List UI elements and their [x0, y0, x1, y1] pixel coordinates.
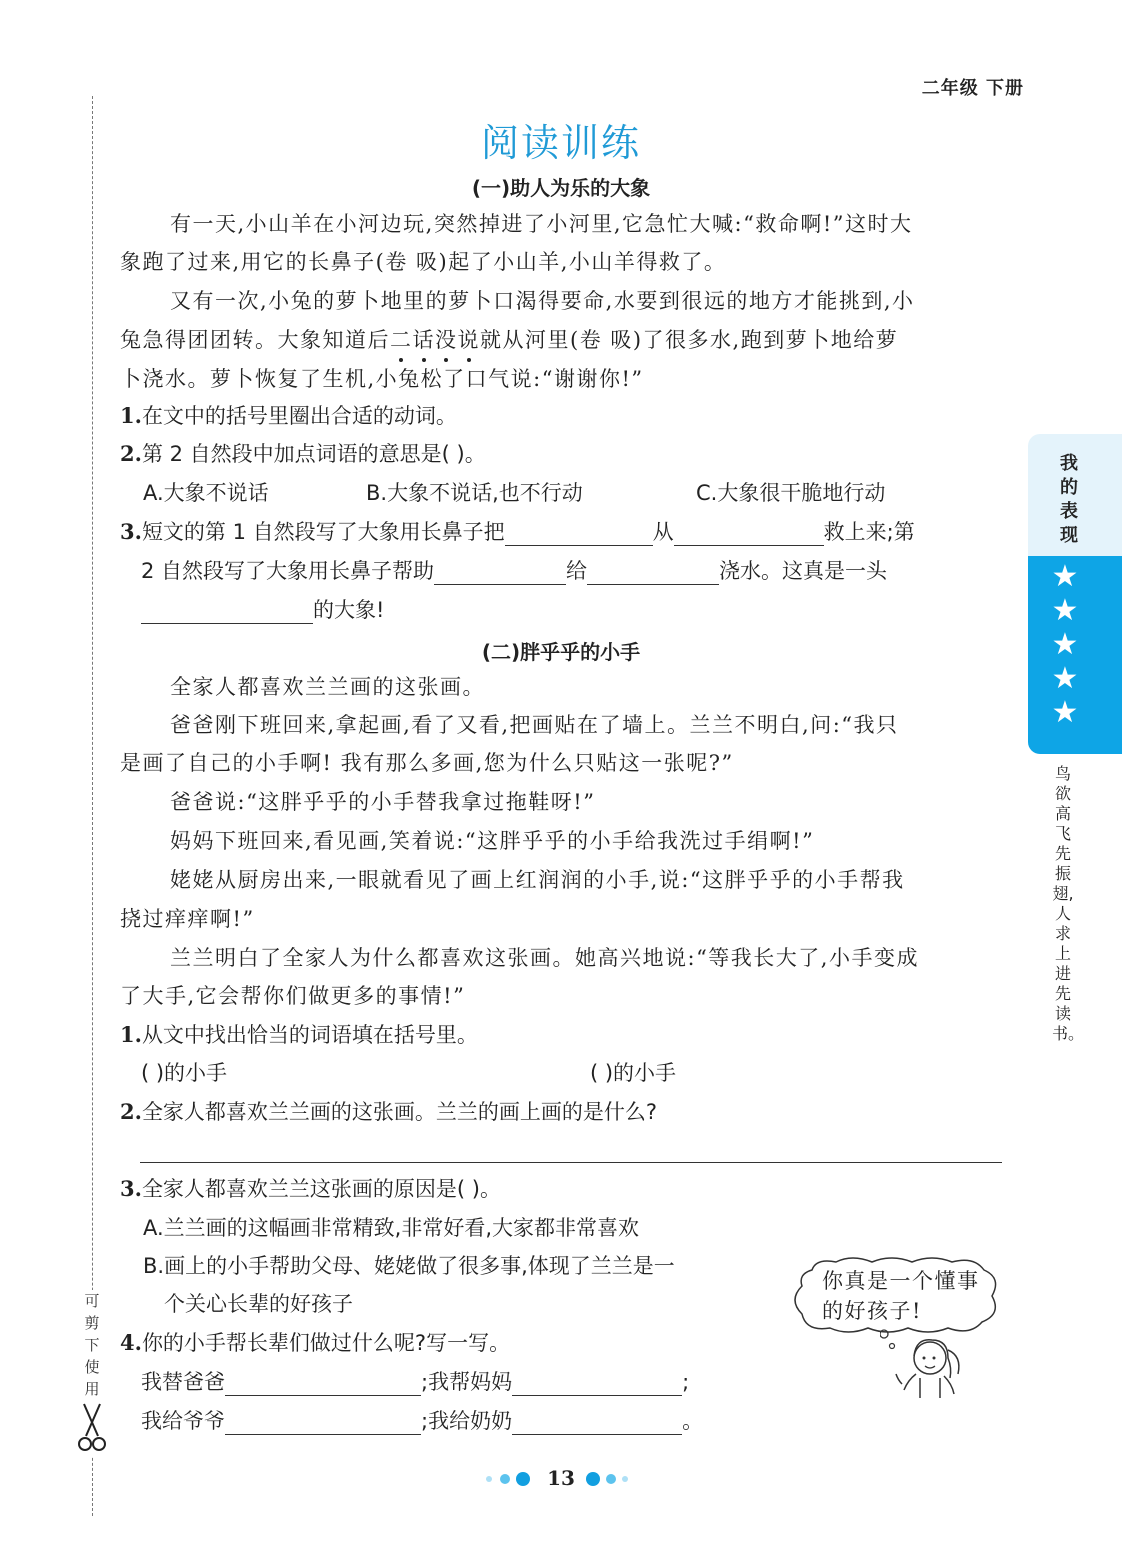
star-icon[interactable]: ★	[1051, 559, 1079, 594]
question-text: 全家人都喜欢兰兰这张画的原因是( )。	[141, 1177, 501, 1201]
s2-q3-option-a[interactable]: A.兰兰画的这幅画非常精致,非常好看,大家都非常喜欢	[143, 1216, 640, 1240]
s1-p1-line1: 有一天,小山羊在小河边玩,突然掉进了小河里,它急忙大喊:“救命啊!”这时大	[170, 212, 913, 236]
question-text: 从文中找出恰当的词语填在括号里。	[141, 1023, 478, 1047]
s2-q4-line2	[141, 1407, 703, 1435]
s1-p2-line2-a: 兔急得团团转。大象知道后	[120, 328, 390, 352]
page-title: 阅读训练	[480, 121, 641, 165]
question-text: 全家人都喜欢兰兰画的这张画。兰兰的画上画的是什么?	[141, 1100, 658, 1124]
s1-p2-line3: 卜浇水。萝卜恢复了生机,小兔松了口气说:“谢谢你!”	[120, 367, 644, 391]
s2-question-4	[120, 1329, 510, 1357]
question-text: ;我给奶奶	[421, 1409, 513, 1433]
section1-heading: (一)助人为乐的大象	[471, 176, 651, 200]
question-text: 的大象!	[313, 598, 385, 622]
s1-p1-line2: 象跑了过来,用它的长鼻子(卷 吸)起了小山羊,小山羊得救了。	[120, 250, 727, 274]
s2-p1: 全家人都喜欢兰兰画的这张画。	[170, 675, 485, 699]
question-number: 2.	[120, 441, 142, 466]
s2-p5-line2: 挠过痒痒啊!”	[120, 907, 255, 931]
s2-q1-blank-b[interactable]: ( )的小手	[590, 1061, 677, 1085]
question-text: 你的小手帮长辈们做过什么呢?写一写。	[141, 1331, 511, 1355]
answer-blank[interactable]	[674, 523, 824, 546]
s1-q2-option-a[interactable]: A.大象不说话	[143, 481, 269, 505]
question-number: 1.	[120, 1022, 142, 1047]
question-number: 2.	[120, 1099, 142, 1124]
answer-blank[interactable]	[434, 562, 566, 585]
star-icon[interactable]: ★	[1051, 695, 1079, 730]
s1-question-3	[120, 518, 915, 546]
question-text: ;我帮妈妈	[421, 1370, 513, 1394]
dotted-char: 说	[457, 328, 480, 352]
s2-p2-line1: 爸爸刚下班回来,拿起画,看了又看,把画贴在了墙上。兰兰不明白,问:“我只	[170, 713, 899, 737]
question-number: 3.	[120, 1176, 142, 1201]
performance-stars	[1028, 556, 1122, 754]
motto: 鸟欲高飞先振翅,人求上进先读书。	[1052, 764, 1085, 1043]
s1-p2-line2-b: 就从河里(卷 吸)了很多水,跑到萝卜地给萝	[480, 328, 899, 352]
answer-blank[interactable]	[512, 1412, 682, 1435]
s2-q2-answer-line[interactable]	[140, 1162, 1002, 1163]
s1-question-3-line2	[141, 557, 887, 585]
star-icon[interactable]: ★	[1051, 661, 1079, 696]
page-dots-right	[586, 1472, 636, 1486]
answer-blank[interactable]	[512, 1373, 682, 1396]
performance-tab	[1028, 434, 1122, 754]
scissors-icon	[78, 1400, 106, 1456]
s2-p6-line2: 了大手,它会帮你们做更多的事情!”	[120, 984, 466, 1008]
page-number: 13	[547, 1466, 575, 1490]
star-icon[interactable]: ★	[1051, 627, 1079, 662]
cut-text: 可剪下使用	[80, 1290, 104, 1400]
s2-p6-line1: 兰兰明白了全家人为什么都喜欢这张画。她高兴地说:“等我长大了,小手变成	[170, 946, 919, 970]
performance-label: 我的表现	[1060, 453, 1078, 546]
question-text: 给	[566, 559, 588, 583]
s2-p5-line1: 姥姥从厨房出来,一眼就看见了画上红润润的小手,说:“这胖乎乎的小手帮我	[170, 868, 905, 892]
s2-p4: 妈妈下班回来,看见画,笑着说:“这胖乎乎的小手给我洗过手绢啊!”	[170, 829, 815, 853]
question-text: 我替爸爸	[141, 1370, 225, 1394]
question-text: 2 自然段写了大象用长鼻子帮助	[141, 559, 435, 583]
question-text: 我给爷爷	[141, 1409, 225, 1433]
performance-tab-header	[1028, 434, 1122, 556]
s2-q3-option-b[interactable]: B.画上的小手帮助父母、姥姥做了很多事,体现了兰兰是一	[143, 1254, 675, 1278]
s2-question-2	[120, 1098, 657, 1126]
s1-p2-line1: 又有一次,小兔的萝卜地里的萝卜口渴得要命,水要到很远的地方才能挑到,小	[170, 289, 915, 313]
question-number: 3.	[120, 519, 142, 544]
s1-q2-option-b[interactable]: B.大象不说话,也不行动	[366, 481, 583, 505]
s2-q3-option-b-line2: 个关心长辈的好孩子	[164, 1292, 353, 1316]
answer-blank[interactable]	[225, 1412, 421, 1435]
s2-p3: 爸爸说:“这胖乎乎的小手替我拿过拖鞋呀!”	[170, 790, 596, 814]
question-text: 第 2 自然段中加点词语的意思是( )。	[141, 442, 486, 466]
answer-blank[interactable]	[141, 601, 313, 624]
dotted-char: 二	[390, 328, 413, 352]
question-number: 4.	[120, 1330, 142, 1355]
question-text: 浇水。这真是一头	[719, 559, 888, 583]
speech-bubble	[792, 1256, 1004, 1336]
s1-question-1	[120, 402, 457, 430]
s1-q2-option-c[interactable]: C.大象很干脆地行动	[696, 481, 886, 505]
section2-heading: (二)胖乎乎的小手	[481, 640, 641, 664]
s2-question-1	[120, 1021, 478, 1049]
question-text: 救上来;第	[823, 520, 915, 544]
question-text: 。	[682, 1409, 704, 1433]
question-text: 短文的第 1 自然段写了大象用长鼻子把	[141, 520, 505, 544]
s2-question-3	[120, 1175, 501, 1203]
question-text: 在文中的括号里圈出合适的动词。	[141, 404, 457, 428]
s2-q4-line1	[141, 1368, 689, 1396]
grade-label: 二年级 下册	[921, 78, 1024, 99]
s2-q1-blank-a[interactable]: ( )的小手	[141, 1061, 228, 1085]
s1-p2-line2	[120, 326, 898, 354]
girl-illustration	[880, 1328, 970, 1400]
answer-blank[interactable]	[505, 523, 653, 546]
bubble-text: 你真是一个懂事的好孩子!	[822, 1269, 980, 1323]
s1-question-3-line3	[141, 596, 384, 624]
dotted-char: 没	[435, 328, 458, 352]
question-number: 1.	[120, 403, 142, 428]
question-text: ;	[682, 1370, 690, 1394]
s1-question-2	[120, 440, 486, 468]
question-text: 从	[652, 520, 674, 544]
star-icon[interactable]: ★	[1051, 593, 1079, 628]
answer-blank[interactable]	[225, 1373, 421, 1396]
answer-blank[interactable]	[587, 562, 719, 585]
dotted-char: 话	[412, 328, 435, 352]
s2-p2-line2: 是画了自己的小手啊! 我有那么多画,您为什么只贴这一张呢?”	[120, 751, 734, 775]
